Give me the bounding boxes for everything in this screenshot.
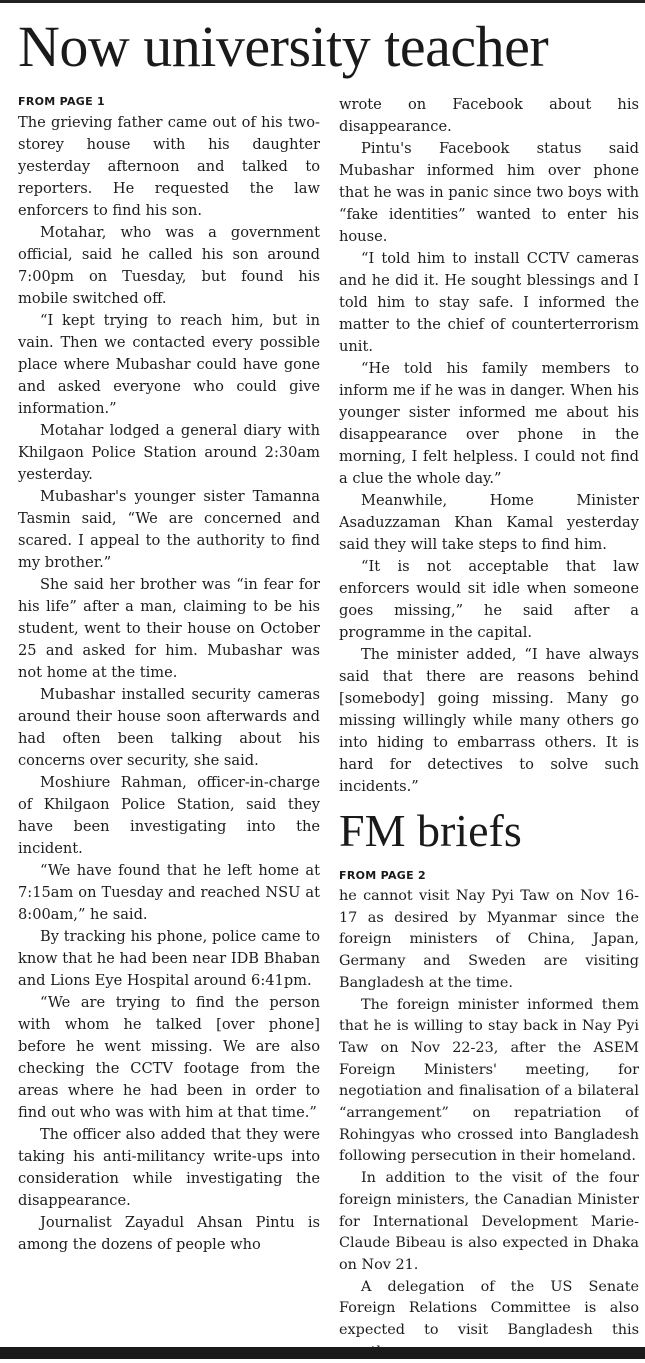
article-paragraph: wrote on Facebook about his disappearance. <box>339 96 639 135</box>
top-rule <box>0 0 645 3</box>
article-paragraph: Moshiure Rahman, officer-in-charge of Khilgaon Police Station, said they have been investigating into the incident. <box>18 774 320 857</box>
article-paragraph: A delegation of the US Senate Foreign Relations Committee is also expected to visit Bangladesh this <box>339 1278 639 1339</box>
page-headline: Now university teacher <box>18 14 549 79</box>
jump-label: FROM PAGE 2 <box>339 869 427 882</box>
article-paragraph: he cannot visit Nay Pyi Taw on Nov 16-17 as desired by Myanmar since the foreign ministers of China, Japan, Germany and Sweden are visiting Bangladesh at the time. <box>339 888 639 991</box>
article-paragraph: “I told him to install CCTV cameras and he did it. He sought blessings and I told him to stay safe. I informed the matter to the chief of counterterrorism unit. <box>339 250 639 355</box>
left-column <box>18 94 320 1256</box>
article-paragraph: “We have found that he left home at 7:15am on Tuesday and reached NSU at 8:00am,” he said. <box>18 862 320 923</box>
right-column <box>339 94 639 1363</box>
article-paragraph: “He told his family members to inform me if he was in danger. When his younger sister informed me about his disappearance over phone in the morning, I felt helpless. I could not find a clue the whole day.” <box>339 360 639 487</box>
jump-label: FROM PAGE 1 <box>18 95 106 108</box>
article-paragraph: Pintu's Facebook status said Mubashar informed him over phone that he was in panic since two boys with “fake identities” wanted to enter his house. <box>339 140 639 245</box>
article-paragraph: Mubashar installed security cameras around their house soon afterwards and had often been talking about his concerns over security, she said. <box>18 686 320 769</box>
article-paragraph: “I kept trying to reach him, but in vain. Then we contacted every possible place where Mubashar could have gone and asked everyone who could give information.” <box>18 312 320 417</box>
article-paragraph: The officer also added that they were taking his anti-militancy write-ups into consideration while investigating the disappearance. <box>18 1126 320 1209</box>
article-paragraph: She said her brother was “in fear for his life” after a man, claiming to be his student, went to their house on October 25 and asked for him. Mubashar was not home at the time. <box>18 576 320 681</box>
article-paragraph: By tracking his phone, police came to know that he had been near IDB Bhaban and Lions Eye Hospital around 6:41pm. <box>18 928 320 989</box>
article-paragraph: “We are trying to find the person with whom he talked [over phone] before he went missing. We are also checking the CCTV footage from the areas where he had been in order to find out who was with him at that time.” <box>18 994 320 1121</box>
article-paragraph: Motahar lodged a general diary with Khilgaon Police Station around 2:30am yesterday. <box>18 422 320 483</box>
article-paragraph: In addition to the visit of the four foreign ministers, the Canadian Minister for International Development Marie-Claude Bibeau is also expected in Dhaka on Nov 21. <box>339 1170 639 1273</box>
second-story-body <box>339 886 639 1363</box>
second-story-headline: FM briefs <box>339 805 522 856</box>
article-paragraph: “It is not acceptable that law enforcers would sit idle when someone goes missing,” he said after a programme in the capital. <box>339 558 639 641</box>
article-paragraph: The grieving father came out of his two-storey house with his daughter yesterday afternoon and talked to reporters. He requested the law enforcers to find his son. <box>18 114 320 219</box>
article-paragraph: The foreign minister informed them that he is willing to stay back in Nay Pyi Taw on Nov 22-23, after the ASEM Foreign Ministers' meeting, for negotiation and finalisation of a bilateral “arrangement” on repatriation of Rohingyas who crossed into Bangladesh following persecution in their homeland. <box>339 996 639 1165</box>
article-paragraph: Motahar, who was a government official, said he called his son around 7:00pm on Tuesday, but found his mobile switched off. <box>18 224 320 307</box>
article-paragraph: The minister added, “I have always said that there are reasons behind [somebody] going missing. Many go missing willingly while many others go into hiding to embarrass others. It is hard for detectives to solve such incidents.” <box>339 646 639 795</box>
article-paragraph: Journalist Zayadul Ahsan Pintu is among the dozens of people who <box>18 1214 320 1253</box>
bottom-rule <box>0 1347 645 1359</box>
article-paragraph: Meanwhile, Home Minister Asaduzzaman Khan Kamal yesterday said they will take steps to find him. <box>339 492 639 553</box>
article-paragraph: Mubashar's younger sister Tamanna Tasmin said, “We are concerned and scared. I appeal to the authority to find my brother.” <box>18 488 320 571</box>
